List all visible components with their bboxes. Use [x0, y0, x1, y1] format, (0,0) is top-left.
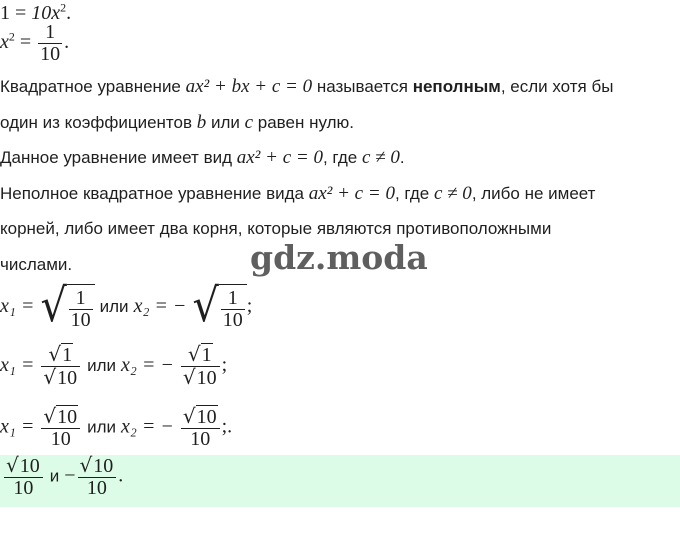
row3-x2: x₂ = − [121, 415, 174, 438]
def-part2: называется [312, 77, 413, 96]
row2-x2: x₂ = − [121, 354, 174, 377]
eq2-fraction [38, 22, 62, 65]
form-part2: , где [322, 148, 362, 167]
def-b: b [196, 112, 207, 133]
row2-den-2: 10 [196, 367, 217, 389]
row1-end: ; [246, 295, 253, 318]
answer-den-1: 10 [4, 477, 43, 499]
row3-frac-1: $\frac{√10}{10}$ [41, 406, 80, 450]
roots-row-2 [0, 344, 227, 389]
rule-line3: числами. [0, 255, 73, 274]
form-line [0, 147, 405, 169]
form-cond: c ≠ 0 [361, 147, 400, 168]
equation-1: $1 = 10x^2$. [0, 0, 72, 24]
row3-num-2: 10 [196, 406, 217, 428]
rule-line-3 [0, 255, 72, 275]
def-line2-part2: или [206, 113, 245, 132]
row1-num-1: 1 [75, 287, 86, 309]
answer-block [0, 455, 680, 507]
eq2-end: . [64, 31, 70, 54]
watermark-logo: gdz.moda [250, 238, 428, 277]
rule-cond: c ≠ 0 [433, 183, 472, 204]
answer-frac-2: $\frac{√10}{10}$ [78, 455, 117, 499]
row2-frac-1: $\frac{√1}{√10}$ [41, 344, 80, 389]
eq2-num: 1 [45, 21, 56, 43]
eq1-lhs: 1 [0, 2, 10, 24]
row1-sqrt-1: √ $\frac{1}{10}$ [39, 284, 94, 331]
answer-den-2: 10 [78, 477, 117, 499]
def-line2-part1: один из коэффициентов [0, 113, 197, 132]
row3-num-1: 10 [57, 406, 78, 428]
def-c: c [244, 112, 254, 133]
row1-or: или [99, 297, 129, 317]
def-line2-part3: равен нулю. [253, 113, 354, 132]
row2-num-2: 1 [201, 344, 212, 366]
row3-x1: x₁ = [0, 415, 35, 438]
rule-part2: , где [394, 184, 434, 203]
def-part1: Квадратное уравнение [0, 77, 186, 96]
rule-line-2 [0, 219, 551, 239]
row1-sqrt-2: √ $\frac{1}{10}$ [191, 284, 246, 331]
form-end: . [399, 148, 405, 167]
row3-or: или [87, 417, 116, 437]
equation-2: $x^2$ = $\frac{1}{10}$ . [0, 21, 70, 65]
def-bold: неполным [412, 77, 501, 96]
row3-den-2: 10 [181, 428, 220, 450]
eq2-den: 10 [40, 43, 61, 65]
row3-den-1: 10 [41, 428, 80, 450]
definition-line-2 [0, 112, 354, 134]
row3-frac-2: $\frac{√10}{10}$ [181, 406, 220, 450]
answer-num-2: 10 [93, 455, 114, 477]
eq1-end: . [66, 2, 72, 24]
form-part1: Данное уравнение имеет вид [0, 148, 237, 167]
eq2-exp: 2 [8, 29, 15, 44]
row1-x2: x₂ = − [133, 295, 187, 318]
def-part3: , если хотя бы [500, 77, 614, 96]
answer-line [2, 455, 123, 499]
rule-part3: , либо не имеет [471, 184, 596, 203]
eq2-lhs: x [0, 31, 9, 54]
roots-row-1 [0, 278, 253, 332]
def-formula: ax² + bx + c = 0 [185, 76, 313, 97]
row2-num-1: 1 [62, 344, 73, 366]
answer-num-1: 10 [19, 455, 40, 477]
eq1-exp: 2 [60, 0, 67, 15]
row2-x1: x₁ = [0, 354, 35, 377]
answer-frac-1: $\frac{√10}{10}$ [4, 455, 43, 499]
rule-formula: ax² + c = 0 [308, 183, 395, 204]
rule-part1: Неполное квадратное уравнение вида [0, 184, 309, 203]
form-formula: ax² + c = 0 [236, 147, 323, 168]
row1-num-2: 1 [227, 287, 238, 309]
row1-den-2: 10 [222, 309, 243, 331]
row3-end: ;. [221, 415, 233, 438]
row2-or: или [87, 356, 116, 376]
rule-line-1 [0, 183, 595, 205]
answer-end: . [118, 464, 124, 487]
definition-line-1 [0, 76, 613, 98]
row2-end: ; [221, 354, 228, 377]
answer-minus: − [64, 464, 76, 487]
eq1-rhs: 10x [31, 2, 61, 24]
row1-x1: x₁ = [0, 295, 35, 318]
answer-and: и [49, 466, 60, 486]
row2-den-1: 10 [57, 367, 78, 389]
rule-line2: корней, либо имеет два корня, которые являются противоположными [0, 219, 552, 238]
roots-row-3 [0, 406, 232, 450]
row2-frac-2: $\frac{√1}{√10}$ [181, 344, 220, 389]
row1-den-1: 10 [70, 309, 91, 331]
